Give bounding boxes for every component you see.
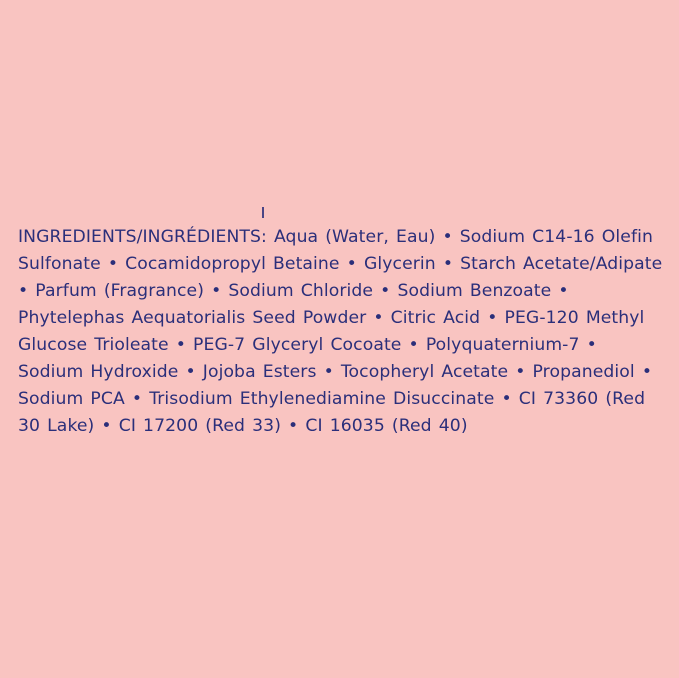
ingredients-heading: INGREDIENTS/INGRÉDIENTS: [18, 227, 267, 247]
ingredients-block [18, 224, 663, 440]
print-tick-mark [262, 207, 264, 218]
ingredients-text: Aqua (Water, Eau) • Sodium C14-16 Olefin Sulfonate • Cocamidopropyl Betaine • Glycerin • Starch Acetate/Adipate • Parfum (Fragrance) • Sodium Chloride • Sodium Benzoate • Phytelephas Aequatorialis Seed Powder • Citric Acid • PEG-120 Methyl Glucose Trioleate • PEG-7 Glyceryl Cocoate • Polyquaternium-7 • Sodium Hydroxide • Jojoba Esters • Tocopheryl Acetate • Propanediol • Sodium PCA • Trisodium Ethylenediamine Disuccinate • CI 73360 (Red 30 Lake) • CI 17200 (Red 33) • CI 16035 (Red 40) [18, 227, 663, 436]
